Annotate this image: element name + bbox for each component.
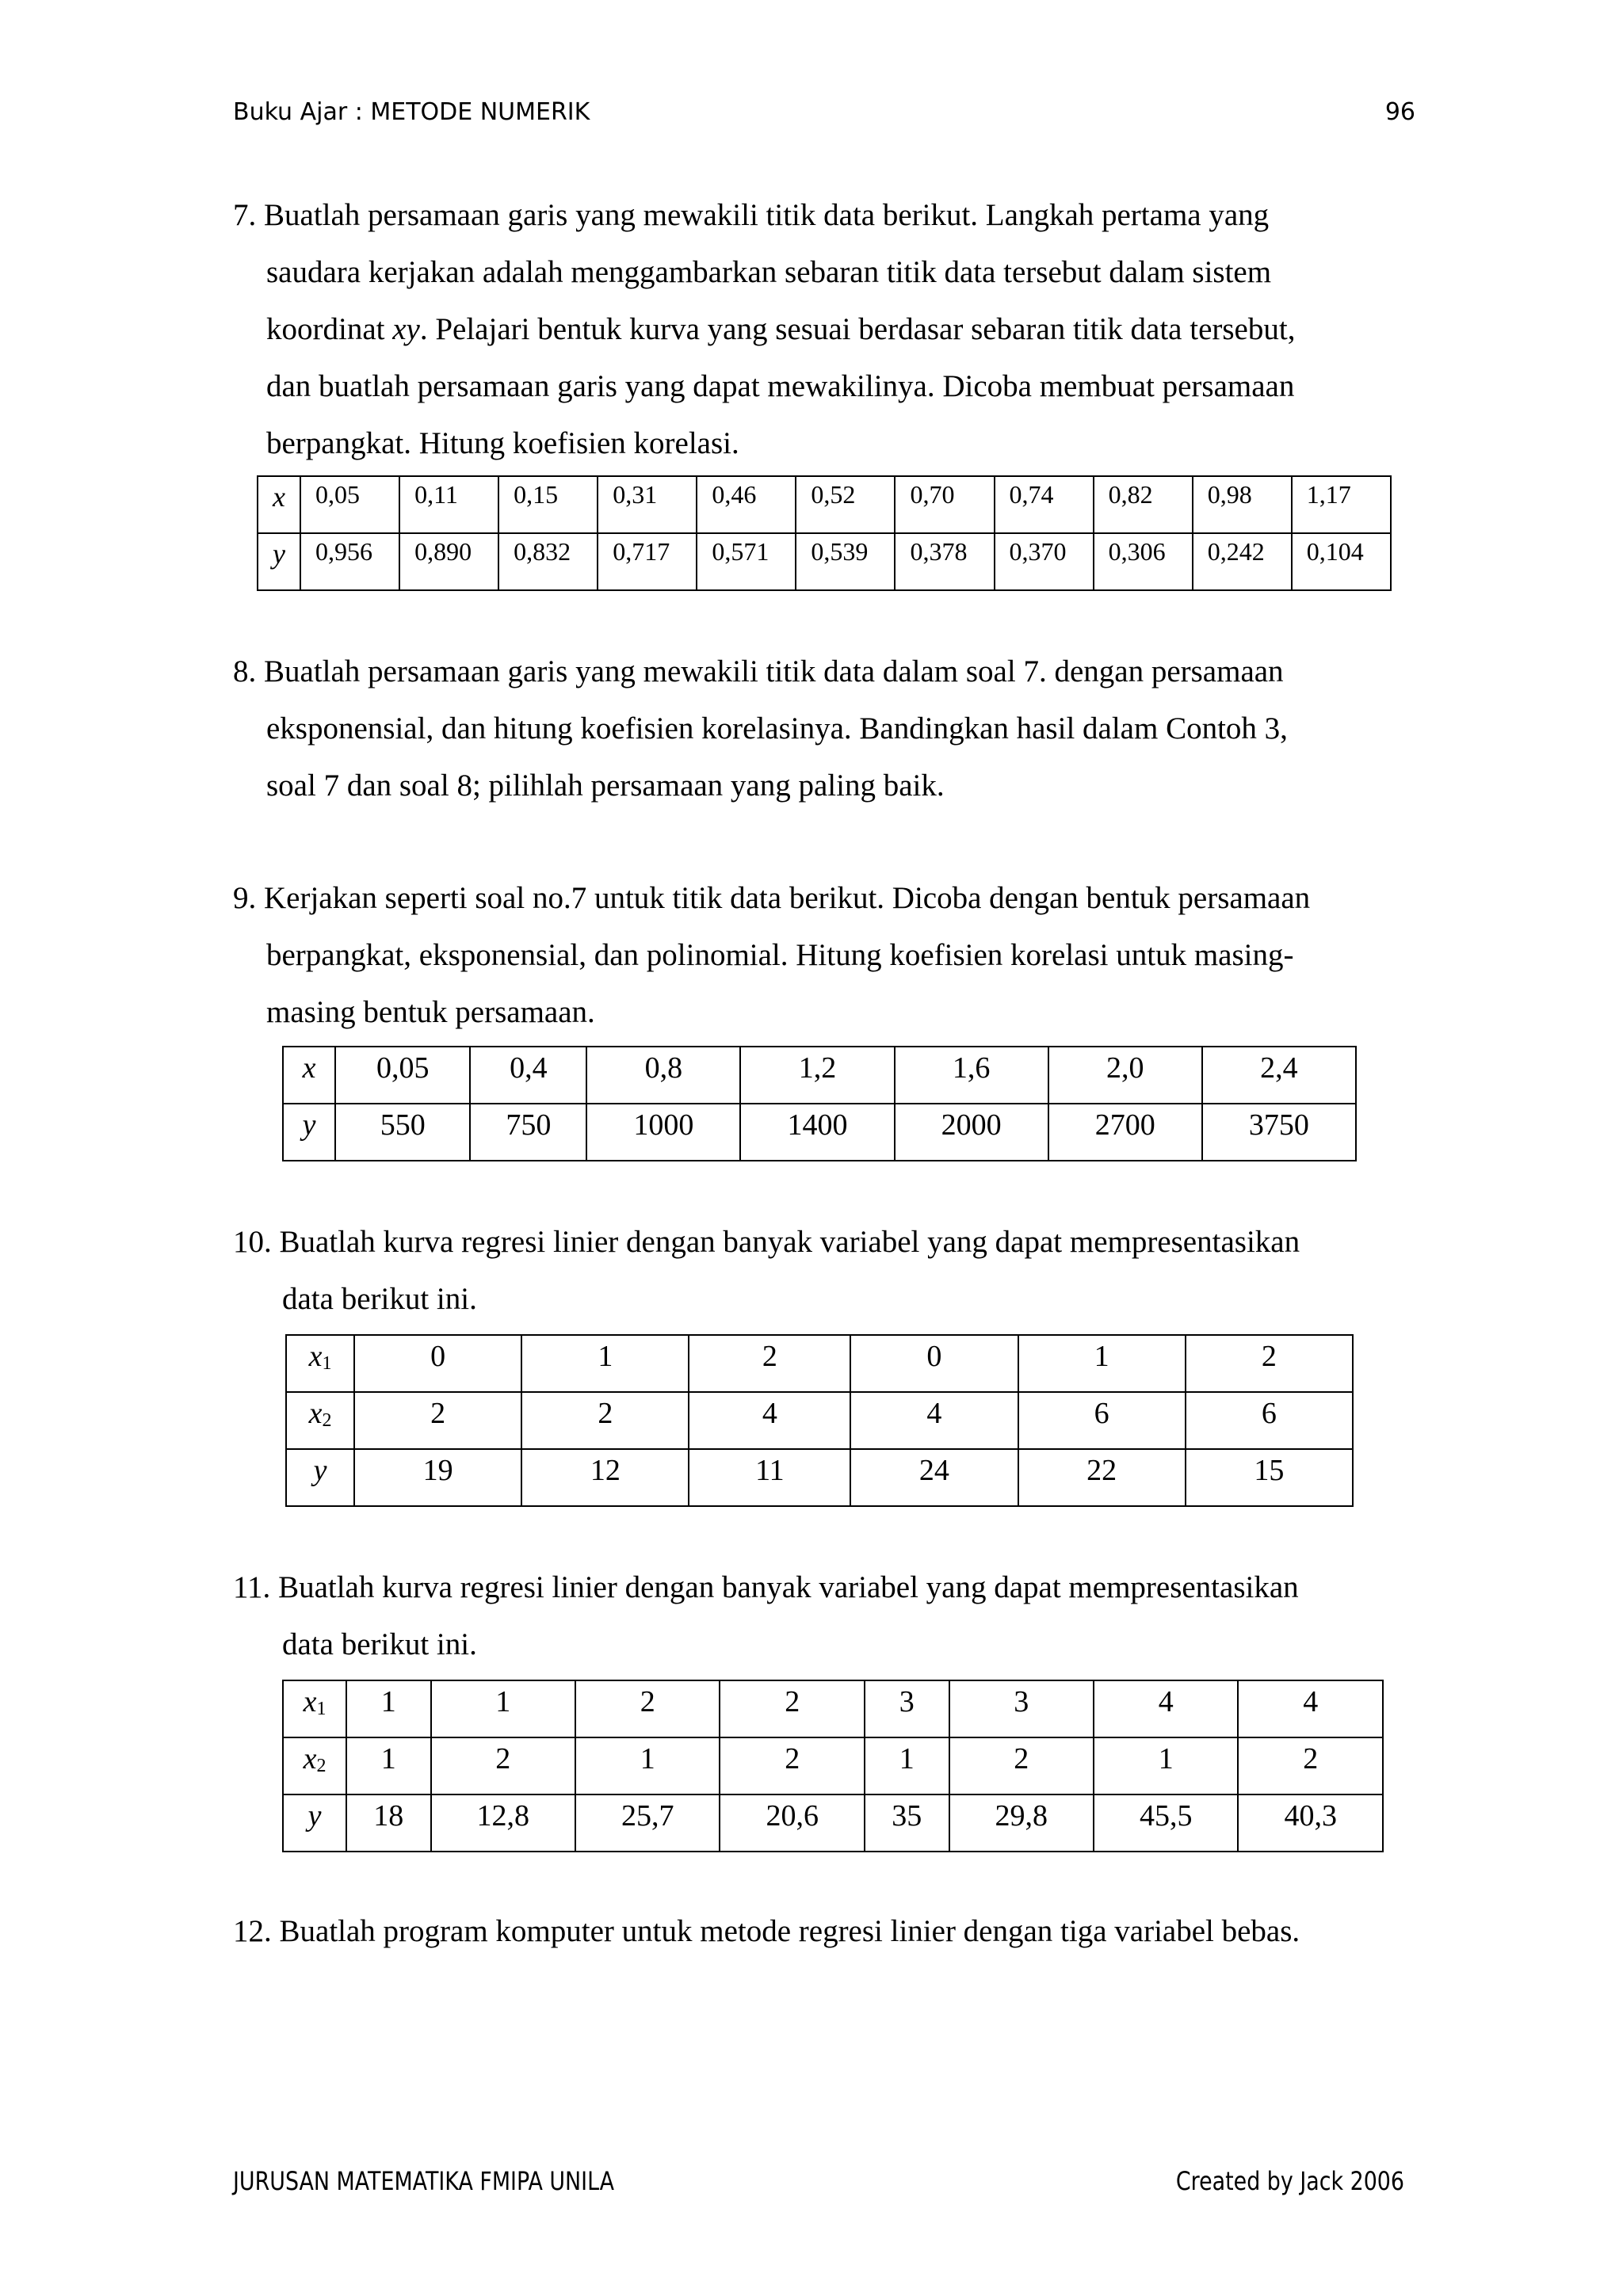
table-row bbox=[283, 1737, 1383, 1794]
table-cell: 0,539 bbox=[796, 533, 895, 590]
table-cell: 550 bbox=[335, 1104, 470, 1161]
table-cell: 35 bbox=[865, 1794, 949, 1852]
question-text: soal 7 dan soal 8; pilihlah persamaan yang paling baik. bbox=[266, 769, 945, 803]
table-cell: 0,98 bbox=[1193, 476, 1292, 533]
variable-subscript: 1 bbox=[316, 1699, 327, 1719]
data-table-q7 bbox=[257, 475, 1392, 591]
table-cell: 0,11 bbox=[399, 476, 498, 533]
table-cell: 2 bbox=[1186, 1335, 1353, 1392]
table-cell: 2 bbox=[431, 1737, 575, 1794]
table-cell: 2,4 bbox=[1202, 1047, 1356, 1104]
table-cell: 22 bbox=[1018, 1449, 1186, 1506]
table-cell: 29,8 bbox=[949, 1794, 1094, 1852]
table-cell: 1 bbox=[575, 1737, 720, 1794]
variable-subscript: 2 bbox=[316, 1756, 327, 1776]
table-cell: 4 bbox=[850, 1392, 1018, 1449]
question-12 bbox=[233, 1903, 1406, 1960]
row-label: y bbox=[258, 533, 300, 590]
question-text: Buatlah persamaan garis yang mewakili titik data dalam soal 7. dengan persamaan bbox=[264, 654, 1284, 688]
table-cell: 0,05 bbox=[300, 476, 399, 533]
row-label: y bbox=[283, 1104, 335, 1161]
table-cell: 19 bbox=[354, 1449, 521, 1506]
data-table-q9 bbox=[282, 1046, 1357, 1161]
table-cell: 0,370 bbox=[995, 533, 1094, 590]
table-cell: 2 bbox=[1238, 1737, 1383, 1794]
row-label: y bbox=[283, 1794, 346, 1852]
table-cell: 1 bbox=[1018, 1335, 1186, 1392]
table-cell: 2 bbox=[354, 1392, 521, 1449]
question-8 bbox=[233, 643, 1406, 814]
question-text: Buatlah persamaan garis yang mewakili titik data berikut. Langkah pertama yang bbox=[264, 198, 1270, 232]
question-text: berpangkat. Hitung koefisien korelasi. bbox=[266, 426, 739, 460]
table-cell: 40,3 bbox=[1238, 1794, 1383, 1852]
question-text: saudara kerjakan adalah menggambarkan sebaran titik data tersebut dalam sistem bbox=[266, 255, 1272, 289]
question-text: eksponensial, dan hitung koefisien korelasinya. Bandingkan hasil dalam Contoh 3, bbox=[266, 711, 1288, 746]
table-cell: 0,46 bbox=[697, 476, 796, 533]
question-number: 12. bbox=[233, 1914, 272, 1948]
table-cell: 18 bbox=[346, 1794, 431, 1852]
variable-subscript: 1 bbox=[322, 1353, 332, 1374]
question-text: Buatlah kurva regresi linier dengan banyak variabel yang dapat mempresentasikan bbox=[279, 1225, 1300, 1259]
table-cell: 3750 bbox=[1202, 1104, 1356, 1161]
table-cell: 0,717 bbox=[598, 533, 697, 590]
table-cell: 2 bbox=[949, 1737, 1094, 1794]
question-10 bbox=[233, 1214, 1406, 1328]
question-text-line bbox=[233, 301, 1406, 358]
question-number: 8. bbox=[233, 654, 257, 688]
table-cell: 1400 bbox=[740, 1104, 894, 1161]
table-cell: 0,242 bbox=[1193, 533, 1292, 590]
table-row bbox=[283, 1047, 1356, 1104]
table-cell: 0,378 bbox=[895, 533, 994, 590]
table-cell: 2 bbox=[720, 1680, 864, 1737]
table-cell: 1 bbox=[346, 1680, 431, 1737]
text-span: . Pelajari bentuk kurva yang sesuai berdasar sebaran titik data tersebut, bbox=[419, 312, 1296, 346]
table-cell: 0,82 bbox=[1094, 476, 1193, 533]
page-number: 96 bbox=[1384, 98, 1415, 126]
table-cell: 1 bbox=[431, 1680, 575, 1737]
variable-label: x bbox=[308, 1340, 323, 1373]
table-cell: 0,4 bbox=[470, 1047, 586, 1104]
table-cell: 1,17 bbox=[1292, 476, 1391, 533]
variable-label: x bbox=[308, 1397, 323, 1430]
footer-department: JURUSAN MATEMATIKA FMIPA UNILA bbox=[233, 2166, 615, 2196]
table-cell: 3 bbox=[865, 1680, 949, 1737]
table-cell: 0,70 bbox=[895, 476, 994, 533]
table-row bbox=[283, 1104, 1356, 1161]
table-cell: 0,832 bbox=[498, 533, 598, 590]
table-cell: 0 bbox=[354, 1335, 521, 1392]
table-cell: 1 bbox=[1094, 1737, 1238, 1794]
table-row bbox=[283, 1680, 1383, 1737]
table-row bbox=[286, 1335, 1353, 1392]
table-cell: 0,15 bbox=[498, 476, 598, 533]
math-variable: xy bbox=[392, 312, 420, 346]
question-text: Buatlah program komputer untuk metode regresi linier dengan tiga variabel bebas. bbox=[279, 1914, 1300, 1948]
table-cell: 12,8 bbox=[431, 1794, 575, 1852]
table-cell: 4 bbox=[1094, 1680, 1238, 1737]
table-cell: 24 bbox=[850, 1449, 1018, 1506]
table-cell: 6 bbox=[1186, 1392, 1353, 1449]
question-11 bbox=[233, 1559, 1406, 1673]
table-cell: 4 bbox=[689, 1392, 850, 1449]
question-text: berpangkat, eksponensial, dan polinomial. Hitung koefisien korelasi untuk masing- bbox=[266, 938, 1294, 972]
question-text: data berikut ini. bbox=[282, 1627, 477, 1661]
question-text: masing bentuk persamaan. bbox=[266, 995, 595, 1029]
table-row bbox=[258, 476, 1391, 533]
table-cell: 0,956 bbox=[300, 533, 399, 590]
page-header bbox=[233, 98, 1415, 126]
question-number: 10. bbox=[233, 1225, 272, 1259]
table-cell: 15 bbox=[1186, 1449, 1353, 1506]
table-cell: 2 bbox=[575, 1680, 720, 1737]
question-number: 11. bbox=[233, 1570, 271, 1604]
table-cell: 1000 bbox=[586, 1104, 740, 1161]
table-cell: 6 bbox=[1018, 1392, 1186, 1449]
table-cell: 0,104 bbox=[1292, 533, 1391, 590]
row-label bbox=[283, 1680, 346, 1737]
table-cell: 0,571 bbox=[697, 533, 796, 590]
table-cell: 0 bbox=[850, 1335, 1018, 1392]
header-title: Buku Ajar : METODE NUMERIK bbox=[233, 98, 590, 126]
table-cell: 4 bbox=[1238, 1680, 1383, 1737]
question-7 bbox=[233, 187, 1406, 472]
table-cell: 20,6 bbox=[720, 1794, 864, 1852]
table-row bbox=[283, 1794, 1383, 1852]
row-label bbox=[286, 1392, 354, 1449]
question-text: data berikut ini. bbox=[282, 1282, 477, 1316]
question-text: Kerjakan seperti soal no.7 untuk titik data berikut. Dicoba dengan bentuk persamaan bbox=[264, 881, 1311, 915]
row-label bbox=[286, 1335, 354, 1392]
table-cell: 2 bbox=[521, 1392, 689, 1449]
table-cell: 2700 bbox=[1048, 1104, 1202, 1161]
table-cell: 0,31 bbox=[598, 476, 697, 533]
table-row bbox=[286, 1449, 1353, 1506]
table-cell: 1 bbox=[865, 1737, 949, 1794]
question-text: Buatlah kurva regresi linier dengan banyak variabel yang dapat mempresentasikan bbox=[278, 1570, 1299, 1604]
page-footer bbox=[233, 2166, 1404, 2196]
table-cell: 11 bbox=[689, 1449, 850, 1506]
table-cell: 2000 bbox=[895, 1104, 1048, 1161]
question-9 bbox=[233, 870, 1406, 1041]
table-cell: 0,8 bbox=[586, 1047, 740, 1104]
row-label bbox=[283, 1737, 346, 1794]
data-table-q11 bbox=[282, 1680, 1384, 1852]
table-cell: 2,0 bbox=[1048, 1047, 1202, 1104]
table-cell: 0,52 bbox=[796, 476, 895, 533]
text-span: koordinat bbox=[266, 312, 393, 346]
table-row bbox=[258, 533, 1391, 590]
table-row bbox=[286, 1392, 1353, 1449]
table-cell: 3 bbox=[949, 1680, 1094, 1737]
row-label: x bbox=[258, 476, 300, 533]
table-cell: 2 bbox=[689, 1335, 850, 1392]
table-cell: 0,74 bbox=[995, 476, 1094, 533]
table-cell: 0,306 bbox=[1094, 533, 1193, 590]
table-cell: 0,05 bbox=[335, 1047, 470, 1104]
question-number: 7. bbox=[233, 198, 257, 232]
table-cell: 2 bbox=[720, 1737, 864, 1794]
footer-credit: Created by Jack 2006 bbox=[1175, 2166, 1404, 2196]
table-cell: 1,6 bbox=[895, 1047, 1048, 1104]
row-label: y bbox=[286, 1449, 354, 1506]
row-label: x bbox=[283, 1047, 335, 1104]
table-cell: 1 bbox=[346, 1737, 431, 1794]
table-cell: 0,890 bbox=[399, 533, 498, 590]
table-cell: 1,2 bbox=[740, 1047, 894, 1104]
table-cell: 1 bbox=[521, 1335, 689, 1392]
data-table-q10 bbox=[285, 1334, 1354, 1507]
table-cell: 750 bbox=[470, 1104, 586, 1161]
table-cell: 45,5 bbox=[1094, 1794, 1238, 1852]
variable-subscript: 2 bbox=[322, 1410, 332, 1431]
question-number: 9. bbox=[233, 881, 257, 915]
variable-label: x bbox=[303, 1685, 317, 1718]
table-cell: 25,7 bbox=[575, 1794, 720, 1852]
question-text: dan buatlah persamaan garis yang dapat mewakilinya. Dicoba membuat persamaan bbox=[266, 369, 1295, 403]
variable-label: x bbox=[303, 1742, 317, 1775]
table-cell: 12 bbox=[521, 1449, 689, 1506]
